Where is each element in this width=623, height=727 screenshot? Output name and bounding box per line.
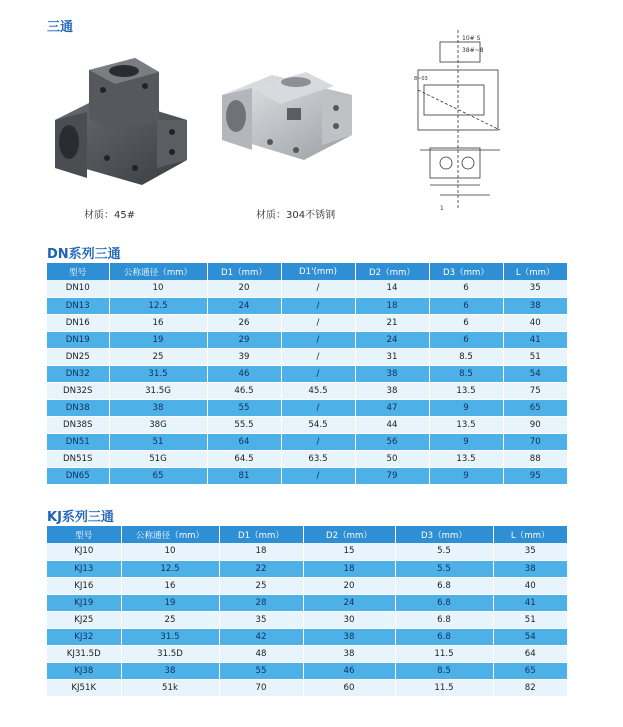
dn-table-cell: 35 — [503, 280, 567, 297]
dn-table-cell: 19 — [109, 331, 207, 348]
dn-table-cell: DN25 — [47, 348, 109, 365]
dn-table-cell: 31.5G — [109, 382, 207, 399]
dn-table-cell: 55.5 — [207, 416, 281, 433]
kj-table-cell: 30 — [303, 611, 395, 628]
dn-table-cell: DN51 — [47, 433, 109, 450]
kj-table-cell: 5.5 — [395, 543, 493, 560]
kj-header-cell: D3（mm） — [395, 526, 493, 543]
dn-table-header — [47, 263, 567, 280]
dn-table-cell: 24 — [355, 331, 429, 348]
kj-table-cell: 25 — [219, 577, 303, 594]
dn-series-title: DN系列三通 — [47, 247, 121, 262]
dn-table-row — [47, 450, 567, 467]
dn-table-cell: 81 — [207, 467, 281, 484]
dn-table-cell: / — [281, 433, 355, 450]
dn-table-cell: 9 — [429, 399, 503, 416]
kj-table-row — [47, 594, 567, 611]
kj-series-title: KJ系列三通 — [47, 510, 114, 525]
dn-header-cell: D1（mm） — [207, 263, 281, 280]
dn-table-cell: 45.5 — [281, 382, 355, 399]
product-image-steel-tee — [47, 50, 197, 195]
dn-table-cell: 95 — [503, 467, 567, 484]
dn-table-cell: DN32S — [47, 382, 109, 399]
dn-table-cell: 63.5 — [281, 450, 355, 467]
dn-table-cell: DN38 — [47, 399, 109, 416]
dn-table-row — [47, 297, 567, 314]
dn-table-cell: 13.5 — [429, 382, 503, 399]
dn-header-cell: D2（mm） — [355, 263, 429, 280]
kj-table-cell: 60 — [303, 679, 395, 696]
dn-table-cell: 64.5 — [207, 450, 281, 467]
dn-table-cell: 14 — [355, 280, 429, 297]
kj-table-cell: KJ51K — [47, 679, 121, 696]
kj-header-cell: L（mm） — [493, 526, 567, 543]
kj-table-cell: 65 — [493, 662, 567, 679]
kj-table-cell: 48 — [219, 645, 303, 662]
dn-table-cell: 13.5 — [429, 450, 503, 467]
kj-table-cell: 70 — [219, 679, 303, 696]
kj-table-cell: 8.5 — [395, 662, 493, 679]
dn-table-cell: 25 — [109, 348, 207, 365]
kj-table-cell: 20 — [303, 577, 395, 594]
dn-table-row — [47, 382, 567, 399]
dn-table-cell: 38 — [503, 297, 567, 314]
kj-table-cell: 5.5 — [395, 560, 493, 577]
kj-table-cell: 54 — [493, 628, 567, 645]
kj-table-cell: 25 — [121, 611, 219, 628]
kj-table-cell: KJ19 — [47, 594, 121, 611]
kj-table-cell: 38 — [493, 560, 567, 577]
dn-table-cell: 41 — [503, 331, 567, 348]
dn-table-cell: / — [281, 297, 355, 314]
kj-table-cell: 38 — [121, 662, 219, 679]
dn-table-cell: / — [281, 348, 355, 365]
kj-table-cell: KJ16 — [47, 577, 121, 594]
kj-table-cell: 46 — [303, 662, 395, 679]
dn-table-cell: 38 — [355, 365, 429, 382]
dn-table-cell: 47 — [355, 399, 429, 416]
dn-header-cell: 公称通径（mm） — [109, 263, 207, 280]
dn-table-cell: 31.5 — [109, 365, 207, 382]
dn-header-cell: D1'(mm) — [281, 263, 355, 280]
dn-table-cell: 65 — [503, 399, 567, 416]
dn-table-cell: / — [281, 365, 355, 382]
dn-table-cell: 6 — [429, 314, 503, 331]
dn-table-cell: 44 — [355, 416, 429, 433]
dn-table-cell: 54.5 — [281, 416, 355, 433]
dn-table-cell: 29 — [207, 331, 281, 348]
dn-table-cell: 75 — [503, 382, 567, 399]
dn-table-cell: / — [281, 331, 355, 348]
kj-table-cell: 19 — [121, 594, 219, 611]
dn-table-cell: 8.5 — [429, 348, 503, 365]
kj-table-cell: 6.8 — [395, 611, 493, 628]
drawing-label-3: 8~03 — [414, 76, 428, 82]
kj-table-cell: 11.5 — [395, 645, 493, 662]
kj-table-cell: 38 — [303, 645, 395, 662]
kj-table-cell: 82 — [493, 679, 567, 696]
dn-table-row — [47, 365, 567, 382]
dn-table-cell: DN65 — [47, 467, 109, 484]
dn-table-cell: 12.5 — [109, 297, 207, 314]
dn-table-cell: 24 — [207, 297, 281, 314]
kj-header-cell: 型号 — [47, 526, 121, 543]
dn-spec-table — [47, 263, 567, 485]
technical-drawing — [410, 30, 505, 215]
dn-table-cell: 39 — [207, 348, 281, 365]
product-caption-stainless: 材质：304不锈钢 — [256, 210, 336, 221]
dn-table-cell: 9 — [429, 433, 503, 450]
dn-table-cell: 65 — [109, 467, 207, 484]
dn-table-cell: 20 — [207, 280, 281, 297]
dn-table-cell: 8.5 — [429, 365, 503, 382]
kj-table-row — [47, 679, 567, 696]
kj-table-cell: 35 — [219, 611, 303, 628]
kj-table-cell: 64 — [493, 645, 567, 662]
dn-table-cell: 13.5 — [429, 416, 503, 433]
dn-table-cell: DN32 — [47, 365, 109, 382]
dn-table-cell: 46 — [207, 365, 281, 382]
kj-table-row — [47, 560, 567, 577]
kj-table-cell: 12.5 — [121, 560, 219, 577]
kj-table-cell: KJ25 — [47, 611, 121, 628]
dn-table-cell: 88 — [503, 450, 567, 467]
kj-table-cell: 24 — [303, 594, 395, 611]
kj-table-cell: KJ31.5D — [47, 645, 121, 662]
dn-table-cell: 6 — [429, 280, 503, 297]
dn-table-cell: 56 — [355, 433, 429, 450]
kj-table-cell: 31.5 — [121, 628, 219, 645]
kj-table-cell: 40 — [493, 577, 567, 594]
product-caption-steel: 材质：45# — [84, 210, 136, 221]
dn-table-cell: 55 — [207, 399, 281, 416]
kj-table-cell: KJ32 — [47, 628, 121, 645]
kj-table-cell: KJ13 — [47, 560, 121, 577]
dn-table-cell: 38G — [109, 416, 207, 433]
kj-table-cell: 18 — [303, 560, 395, 577]
dn-table-cell: DN10 — [47, 280, 109, 297]
dn-table-cell: 26 — [207, 314, 281, 331]
dn-table-cell: DN19 — [47, 331, 109, 348]
dn-table-row — [47, 331, 567, 348]
dn-table-cell: 6 — [429, 297, 503, 314]
dn-table-cell: 90 — [503, 416, 567, 433]
kj-table-cell: 35 — [493, 543, 567, 560]
kj-table-cell: 15 — [303, 543, 395, 560]
kj-table-cell: 51k — [121, 679, 219, 696]
dn-table-row — [47, 280, 567, 297]
dn-table-row — [47, 399, 567, 416]
dn-table-cell: 51 — [503, 348, 567, 365]
kj-table-cell: 16 — [121, 577, 219, 594]
section-title: 三通 — [47, 20, 74, 35]
dn-table-cell: 46.5 — [207, 382, 281, 399]
dn-table-cell: 64 — [207, 433, 281, 450]
drawing-label-4: 1 — [440, 205, 444, 212]
kj-table-cell: 10 — [121, 543, 219, 560]
dn-table-cell: 38 — [109, 399, 207, 416]
dn-table-cell: / — [281, 314, 355, 331]
dn-table-cell: DN51S — [47, 450, 109, 467]
dn-table-cell: 51G — [109, 450, 207, 467]
dn-table-cell: / — [281, 399, 355, 416]
kj-table-cell: KJ38 — [47, 662, 121, 679]
dn-table-cell: 50 — [355, 450, 429, 467]
kj-table-row — [47, 543, 567, 560]
dn-table-cell: 21 — [355, 314, 429, 331]
kj-table-row — [47, 645, 567, 662]
drawing-label-1: 10# S — [462, 35, 481, 42]
kj-spec-table — [47, 526, 567, 697]
dn-table-cell: 9 — [429, 467, 503, 484]
kj-table-cell: KJ10 — [47, 543, 121, 560]
dn-table-cell: 16 — [109, 314, 207, 331]
kj-table-cell: 41 — [493, 594, 567, 611]
kj-table-cell: 38 — [303, 628, 395, 645]
kj-table-cell: 6.8 — [395, 594, 493, 611]
kj-table-cell: 6.8 — [395, 628, 493, 645]
dn-table-row — [47, 348, 567, 365]
dn-table-cell: DN38S — [47, 416, 109, 433]
dn-table-cell: 70 — [503, 433, 567, 450]
dn-table-cell: 18 — [355, 297, 429, 314]
kj-table-cell: 31.5D — [121, 645, 219, 662]
dn-table-cell: / — [281, 280, 355, 297]
kj-header-cell: D1（mm） — [219, 526, 303, 543]
dn-table-cell: 40 — [503, 314, 567, 331]
dn-header-cell: L（mm） — [503, 263, 567, 280]
kj-table-row — [47, 611, 567, 628]
kj-table-row — [47, 662, 567, 679]
dn-table-cell: 10 — [109, 280, 207, 297]
dn-table-row — [47, 433, 567, 450]
dn-table-cell: 31 — [355, 348, 429, 365]
dn-table-cell: 51 — [109, 433, 207, 450]
kj-table-cell: 18 — [219, 543, 303, 560]
kj-table-row — [47, 577, 567, 594]
kj-header-cell: 公称通径（mm） — [121, 526, 219, 543]
product-image-stainless-tee — [212, 50, 362, 180]
dn-header-cell: 型号 — [47, 263, 109, 280]
dn-table-row — [47, 314, 567, 331]
dn-table-cell: / — [281, 467, 355, 484]
dn-table-cell: DN16 — [47, 314, 109, 331]
dn-table-row — [47, 416, 567, 433]
kj-table-cell: 55 — [219, 662, 303, 679]
kj-table-header — [47, 526, 567, 543]
dn-table-cell: 6 — [429, 331, 503, 348]
kj-table-cell: 51 — [493, 611, 567, 628]
kj-table-cell: 28 — [219, 594, 303, 611]
kj-header-cell: D2（mm） — [303, 526, 395, 543]
dn-table-cell: 54 — [503, 365, 567, 382]
drawing-label-2: 38#~8 — [462, 47, 484, 54]
dn-table-cell: 38 — [355, 382, 429, 399]
dn-table-cell: 79 — [355, 467, 429, 484]
kj-table-cell: 22 — [219, 560, 303, 577]
dn-table-row — [47, 467, 567, 484]
kj-table-row — [47, 628, 567, 645]
kj-table-cell: 6.8 — [395, 577, 493, 594]
dn-table-cell: DN13 — [47, 297, 109, 314]
dn-header-cell: D3（mm） — [429, 263, 503, 280]
kj-table-cell: 11.5 — [395, 679, 493, 696]
kj-table-cell: 42 — [219, 628, 303, 645]
